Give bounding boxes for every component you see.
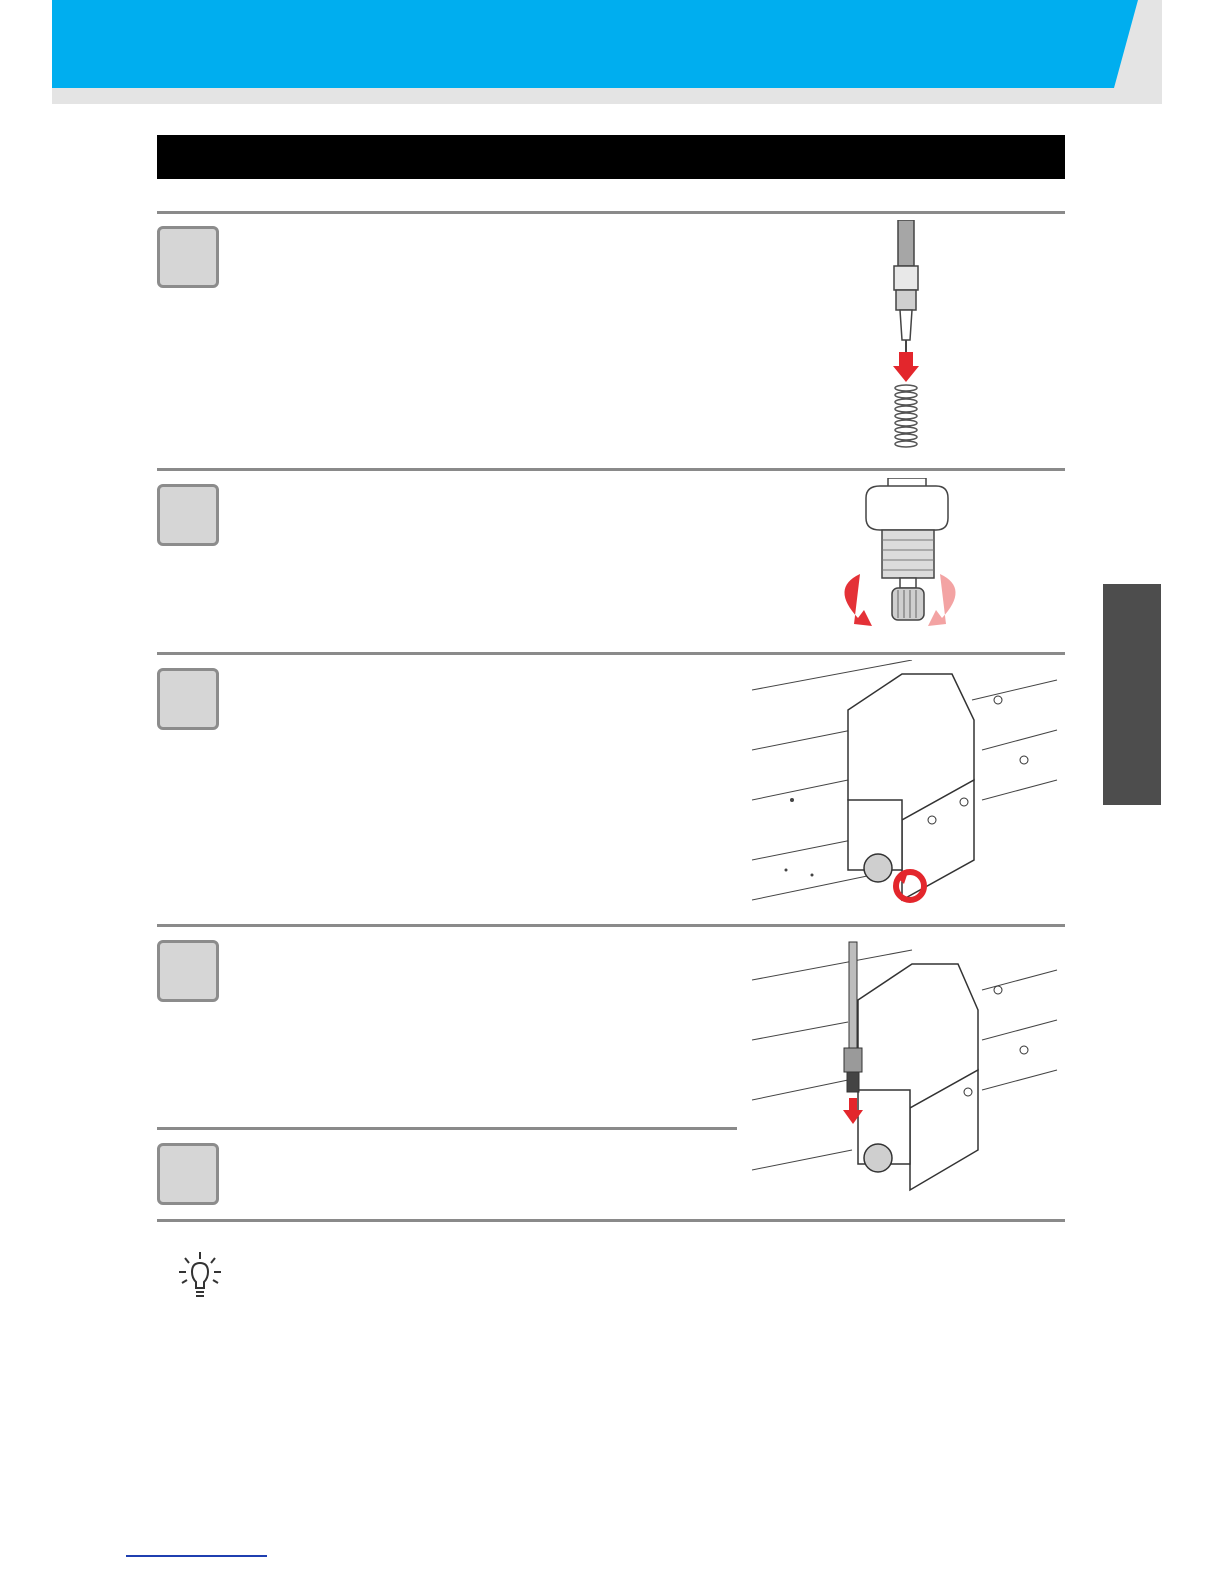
chapter-side-tab [1103,584,1161,805]
step-number-box [157,1143,219,1205]
step-divider [157,652,1065,655]
step-divider [157,468,1065,471]
step-number-box [157,668,219,730]
cap-rotate-illustration [820,478,980,628]
step-divider [157,1127,737,1130]
section-title-bar [157,135,1065,179]
step-divider [157,924,1065,927]
cutting-head-illustration [752,660,1062,910]
step-number-box [157,484,219,546]
step-divider [157,211,1065,214]
footer-link[interactable] [126,1555,267,1557]
insert-holder-illustration [752,940,1062,1202]
lightbulb-icon [176,1250,224,1302]
step-divider [157,1219,1065,1222]
header-band [52,0,1162,104]
step-number-box [157,940,219,1002]
pen-spring-illustration [880,220,940,460]
step-number-box [157,226,219,288]
